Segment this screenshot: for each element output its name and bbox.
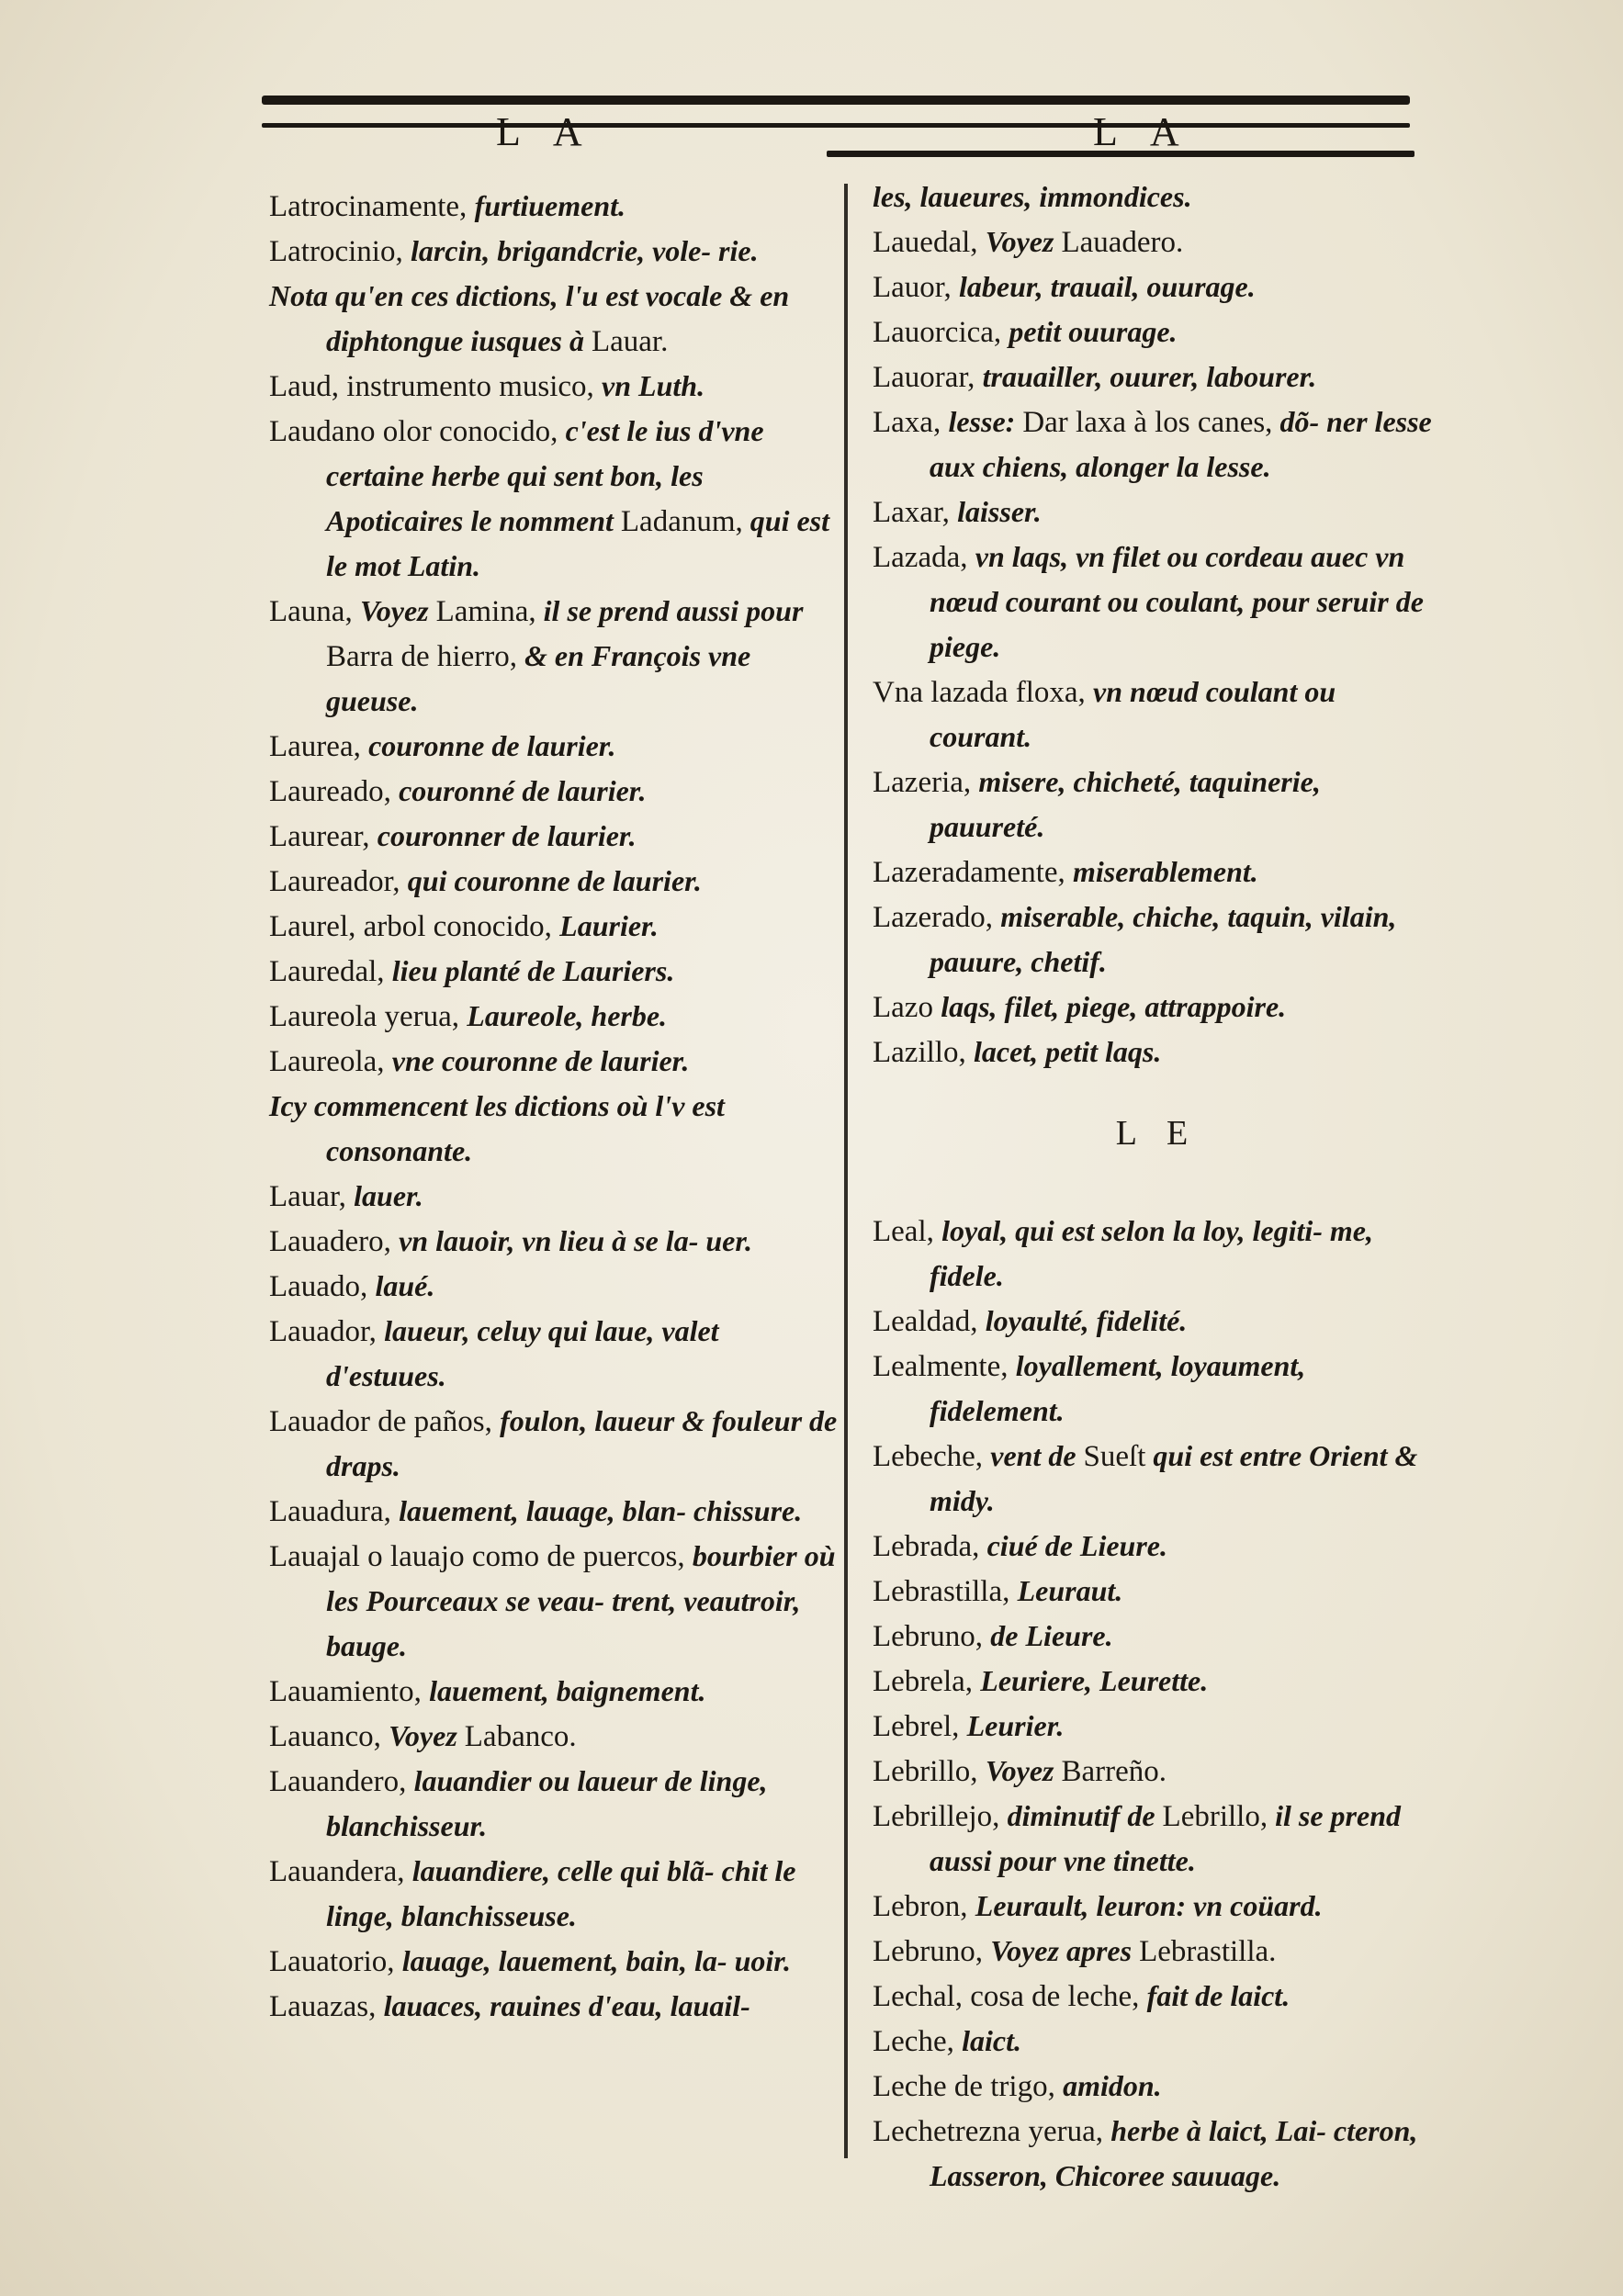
entry-french-definition: lacet, petit laqs. xyxy=(973,1035,1162,1068)
entry-french-definition: lauement, lauage, blan- chissure. xyxy=(399,1494,803,1527)
dictionary-entry xyxy=(269,1534,839,1669)
entry-spanish-text: Lauandero, xyxy=(269,1765,414,1798)
entry-spanish-text: Lechetrezna yerua, xyxy=(873,2115,1111,2148)
entry-spanish-text: Lebeche, xyxy=(873,1440,991,1473)
dictionary-entry xyxy=(873,1434,1442,1524)
entry-spanish-text: Launa, xyxy=(269,595,360,628)
entry-french-definition: Icy commencent les dictions où l'v est consonante. xyxy=(269,1089,725,1167)
entry-spanish-text: Lauandera, xyxy=(269,1855,412,1888)
entry-spanish-text: Latrocinio, xyxy=(269,235,411,268)
entry-french-definition: furtiuement. xyxy=(474,189,626,222)
entry-spanish-text: Laureola, xyxy=(269,1045,392,1078)
entry-spanish-text: Vna lazada floxa, xyxy=(873,676,1094,709)
dictionary-entry xyxy=(873,219,1442,264)
dictionary-entry xyxy=(873,310,1442,355)
entry-french-definition: Leurier. xyxy=(966,1709,1065,1742)
entry-french-definition: lauandier ou laueur de linge, blanchisseur. xyxy=(326,1764,768,1842)
entry-french-definition: qui est le mot Latin. xyxy=(326,504,829,582)
entry-french-definition: il se prend aussi pour xyxy=(535,594,804,627)
entry-spanish-text: Lebron, xyxy=(873,1890,975,1923)
entry-french-definition: amidon. xyxy=(1063,2069,1162,2102)
entry-spanish-text: Laud, instrumento musico, xyxy=(269,370,603,403)
dictionary-entry xyxy=(873,1704,1442,1749)
dictionary-entry xyxy=(269,1489,839,1534)
dictionary-entry xyxy=(873,1974,1442,2019)
entry-spanish-text: Lauedal, xyxy=(873,226,986,259)
section-heading: L E xyxy=(1115,1114,1200,1153)
dictionary-entry xyxy=(269,1039,839,1084)
dictionary-entry xyxy=(873,1749,1442,1794)
entry-french-definition: couronne de laurier. xyxy=(368,729,616,762)
entry-spanish-text: Lazeradamente, xyxy=(873,856,1074,889)
entry-french-definition: lauement, baignement. xyxy=(429,1674,706,1707)
dictionary-entry xyxy=(269,1084,839,1174)
entry-spanish-text: Lauanco, xyxy=(269,1720,389,1753)
entry-french-definition: fait de laict. xyxy=(1146,1979,1291,2012)
entry-spanish-text: Lebrastilla, xyxy=(873,1575,1018,1608)
entry-spanish-text: Laureola yerua, xyxy=(269,1000,468,1033)
header-rule xyxy=(262,123,1410,128)
entry-french-definition: Laureole, herbe. xyxy=(467,999,668,1032)
entry-spanish-text: Lauar. xyxy=(591,325,669,358)
entry-french-definition: Laurier. xyxy=(559,909,659,942)
entry-spanish-text: Barra de hierro, xyxy=(326,640,517,673)
dictionary-entry xyxy=(873,1659,1442,1704)
entry-french-definition: qui couronne de laurier. xyxy=(407,864,702,897)
entry-french-definition: miserablement. xyxy=(1073,855,1258,888)
entry-spanish-text: Lauor, xyxy=(873,271,959,304)
dictionary-entry xyxy=(269,1939,839,1984)
dictionary-entry xyxy=(873,535,1442,670)
running-head-left: L A xyxy=(496,109,595,154)
entry-french-definition: & en François vne gueuse. xyxy=(326,639,751,717)
entry-spanish-text: Lauador de paños, xyxy=(269,1405,501,1438)
entry-spanish-text: Lebrillejo, xyxy=(873,1800,1008,1833)
entry-spanish-text: Lebrela, xyxy=(873,1665,981,1698)
entry-french-definition: bourbier où les Pourceaux se veau- trent, veautroir, bauge. xyxy=(326,1539,836,1662)
entry-spanish-text: Lauatorio, xyxy=(269,1945,402,1978)
entry-french-definition: trauailler, ouurer, labourer. xyxy=(982,360,1317,393)
entry-french-definition: laueur, celuy qui laue, valet d'estuues. xyxy=(326,1314,719,1392)
dictionary-entry xyxy=(873,490,1442,535)
entry-spanish-text: Lauar, xyxy=(269,1180,355,1213)
entry-french-definition: vne couronne de laurier. xyxy=(391,1044,690,1077)
entry-spanish-text: Lebruno, xyxy=(873,1935,991,1968)
entry-french-definition: laqs, filet, piege, attrappoire. xyxy=(941,990,1287,1023)
entry-french-definition: Nota qu'en ces dictions, l'u est vocale & en diphtongue iusques à xyxy=(269,279,790,357)
entry-french-definition: misere, chicheté, taquinerie, pauureté. xyxy=(930,765,1321,843)
entry-french-definition: Leuriere, Leurette. xyxy=(980,1664,1209,1697)
entry-spanish-text: Laurea, xyxy=(269,730,369,763)
entry-spanish-text: Lebruno, xyxy=(873,1620,991,1653)
entry-spanish-text: Lealmente, xyxy=(873,1350,1016,1383)
dictionary-entry xyxy=(873,760,1442,850)
dictionary-entry xyxy=(269,1174,839,1219)
entry-spanish-text: Laurel, arbol conocido, xyxy=(269,910,560,943)
dictionary-entry xyxy=(873,1614,1442,1659)
right-column xyxy=(873,174,1442,2199)
dictionary-entry xyxy=(873,1299,1442,1344)
entry-french-definition: vent de xyxy=(990,1439,1084,1472)
entry-french-definition: foulon, laueur & fouleur de draps. xyxy=(326,1404,838,1482)
dictionary-entry xyxy=(269,1669,839,1714)
entry-spanish-text: Lechal, cosa de leche, xyxy=(873,1980,1147,2013)
entry-spanish-text: Lauador, xyxy=(269,1315,385,1348)
entry-spanish-text: Leal, xyxy=(873,1215,942,1248)
dictionary-entry xyxy=(873,355,1442,400)
dictionary-entry xyxy=(873,1569,1442,1614)
column-divider xyxy=(844,184,848,2158)
dictionary-entry xyxy=(269,364,839,409)
entry-french-definition: loyal, qui est selon la loy, legiti- me, fidele. xyxy=(930,1214,1373,1292)
entry-french-definition: dõ- ner lesse aux chiens, alonger la lesse. xyxy=(930,405,1432,483)
dictionary-entry xyxy=(269,904,839,949)
entry-spanish-text: Dar laxa à los canes, xyxy=(1022,406,1273,439)
entry-spanish-text: Lazillo, xyxy=(873,1036,974,1069)
entry-spanish-text: Lebrastilla. xyxy=(1139,1935,1277,1968)
dictionary-entry xyxy=(269,994,839,1039)
dictionary-entry xyxy=(873,670,1442,760)
dictionary-entry xyxy=(873,400,1442,490)
dictionary-entry xyxy=(269,589,839,724)
entry-french-definition: miserable, chiche, taquin, vilain, pauure, chetif. xyxy=(930,900,1397,978)
entry-french-definition: lauandiere, celle qui blã- chit le linge, blanchisseuse. xyxy=(326,1854,796,1932)
entry-spanish-text: Laxar, xyxy=(873,496,958,529)
dictionary-entry xyxy=(873,2019,1442,2064)
dictionary-entry xyxy=(873,1209,1442,1299)
entry-spanish-text: Lauorcica, xyxy=(873,316,1009,349)
dictionary-entry xyxy=(873,264,1442,310)
entry-french-definition: Voyez xyxy=(359,594,436,627)
entry-french-definition: les, laueures, immondices. xyxy=(873,180,1192,213)
entry-french-definition: couronné de laurier. xyxy=(399,774,647,807)
dictionary-entry xyxy=(269,1264,839,1309)
entry-spanish-text: Lazo xyxy=(873,991,941,1024)
dictionary-entry xyxy=(269,1219,839,1264)
entry-spanish-text: Lazada, xyxy=(873,541,975,574)
entry-french-definition: loyaulté, fidelité. xyxy=(985,1304,1188,1337)
entry-spanish-text: Lazeria, xyxy=(873,766,979,799)
dictionary-entry xyxy=(269,1714,839,1759)
dictionary-entry xyxy=(269,184,839,229)
entry-french-definition: Leuraut. xyxy=(1017,1574,1123,1607)
dictionary-entry xyxy=(269,949,839,994)
entry-french-definition: labeur, trauail, ouurage. xyxy=(958,270,1256,303)
entry-french-definition: lesse: xyxy=(948,405,1023,438)
entry-french-definition: Voyez xyxy=(985,225,1062,258)
dictionary-entry xyxy=(269,1759,839,1849)
dictionary-entry xyxy=(873,1929,1442,1974)
dictionary-entry xyxy=(269,1399,839,1489)
entry-spanish-text: Lebrada, xyxy=(873,1530,987,1563)
entry-french-definition: de Lieure. xyxy=(990,1619,1113,1652)
dictionary-entry xyxy=(873,2109,1442,2199)
entry-french-definition: vn lauoir, vn lieu à se la- uer. xyxy=(399,1224,753,1257)
entry-french-definition: couronner de laurier. xyxy=(377,819,637,852)
entry-french-definition: loyallement, loyaument, fidelement. xyxy=(930,1349,1306,1427)
entry-french-definition: lauaces, rauines d'eau, lauail- xyxy=(383,1989,750,2022)
dictionary-entry xyxy=(873,1884,1442,1929)
entry-french-definition: lauage, lauement, bain, la- uoir. xyxy=(401,1944,791,1977)
dictionary-entry xyxy=(873,174,1442,219)
entry-spanish-text: Lauadero, xyxy=(269,1225,400,1258)
entry-french-definition: laict. xyxy=(962,2024,1021,2057)
dictionary-entry xyxy=(873,1794,1442,1884)
entry-spanish-text: Labanco. xyxy=(464,1720,577,1753)
entry-spanish-text: Laurear, xyxy=(269,820,378,853)
dictionary-entry xyxy=(269,769,839,814)
entry-french-definition: lieu planté de Lauriers. xyxy=(391,954,675,987)
entry-french-definition: lauer. xyxy=(354,1179,423,1212)
entry-french-definition: il se prend aussi pour vne tinette. xyxy=(930,1799,1401,1877)
entry-spanish-text: Lamina, xyxy=(435,595,536,628)
entry-spanish-text: Sueſt xyxy=(1083,1440,1146,1473)
entry-spanish-text: Lauajal o lauajo como de puercos, xyxy=(269,1540,693,1573)
left-column xyxy=(269,184,839,2029)
entry-spanish-text: Laureado, xyxy=(269,775,400,808)
dictionary-entry xyxy=(269,1849,839,1939)
entry-spanish-text: Lauredal, xyxy=(269,955,392,988)
entry-french-definition: laisser. xyxy=(957,495,1042,528)
dictionary-entry xyxy=(269,814,839,859)
entry-spanish-text: Lebrel, xyxy=(873,1710,967,1743)
entry-spanish-text: Lauorar, xyxy=(873,361,983,394)
entry-spanish-text: Lauadero. xyxy=(1061,226,1184,259)
dictionary-entry xyxy=(269,1984,839,2029)
entry-french-definition: petit ouurage. xyxy=(1009,315,1178,348)
entry-french-definition: herbe à laict, Lai- cteron, Lasseron, Chicoree sauuage. xyxy=(930,2114,1418,2192)
entry-french-definition: c'est le ius d'vne certaine herbe qui sent bon, les Apoticaires le nomment xyxy=(326,414,764,537)
entry-spanish-text: Barreño. xyxy=(1061,1755,1167,1788)
entry-french-definition: larcin, brigandcrie, vole- rie. xyxy=(410,234,759,267)
running-head-right: L A xyxy=(1093,109,1192,154)
entry-french-definition: ciué de Lieure. xyxy=(986,1529,1167,1562)
entry-spanish-text: Lauado, xyxy=(269,1270,376,1303)
dictionary-entry xyxy=(873,1344,1442,1434)
dictionary-entry xyxy=(873,850,1442,895)
dictionary-entry xyxy=(269,229,839,274)
right-column-la-entries xyxy=(873,174,1442,1075)
entry-spanish-text: Ladanum, xyxy=(620,505,743,538)
entry-french-definition: Voyez apres xyxy=(990,1934,1140,1967)
entry-spanish-text: Lauadura, xyxy=(269,1495,400,1528)
entry-spanish-text: Leche, xyxy=(873,2025,963,2058)
dictionary-entry xyxy=(873,1524,1442,1569)
dictionary-entry xyxy=(873,1030,1442,1075)
entry-spanish-text: Laureador, xyxy=(269,865,408,898)
entry-spanish-text: Lauamiento, xyxy=(269,1675,430,1708)
entry-spanish-text: Lebrillo, xyxy=(873,1755,986,1788)
entry-spanish-text: Lazerado, xyxy=(873,901,1001,934)
entry-spanish-text: Laudano olor conocido, xyxy=(269,415,566,448)
entry-french-definition: Voyez xyxy=(985,1754,1062,1787)
entry-spanish-text: Laxa, xyxy=(873,406,949,439)
entry-spanish-text: Lealdad, xyxy=(873,1305,986,1338)
dictionary-entry xyxy=(269,409,839,589)
entry-spanish-text: Lebrillo, xyxy=(1162,1800,1268,1833)
right-column-le-entries xyxy=(873,1209,1442,2199)
entry-french-definition: laué. xyxy=(375,1269,435,1302)
entry-spanish-text: Lauazas, xyxy=(269,1990,384,2023)
top-rule xyxy=(262,96,1410,105)
entry-french-definition: diminutif de xyxy=(1007,1799,1163,1832)
entry-french-definition: Leurault, leuron: vn coüard. xyxy=(975,1889,1323,1922)
entry-french-definition: vn laqs, vn filet ou cordeau auec vn nœud courant ou coulant, pour seruir de piege. xyxy=(930,540,1424,663)
dictionary-entry xyxy=(269,859,839,904)
dictionary-entry xyxy=(269,1309,839,1399)
entry-french-definition: vn Luth. xyxy=(602,369,705,402)
entry-french-definition: qui est entre Orient & midy. xyxy=(930,1439,1418,1517)
entry-spanish-text: Leche de trigo, xyxy=(873,2070,1064,2103)
entry-french-definition: Voyez xyxy=(389,1719,465,1752)
entry-french-definition: vn nœud coulant ou courant. xyxy=(930,675,1336,753)
dictionary-entry xyxy=(873,2064,1442,2109)
entry-spanish-text: Latrocinamente, xyxy=(269,190,475,223)
dictionary-entry xyxy=(873,985,1442,1030)
dictionary-entry xyxy=(269,724,839,769)
dictionary-entry xyxy=(269,274,839,364)
dictionary-entry xyxy=(873,895,1442,985)
